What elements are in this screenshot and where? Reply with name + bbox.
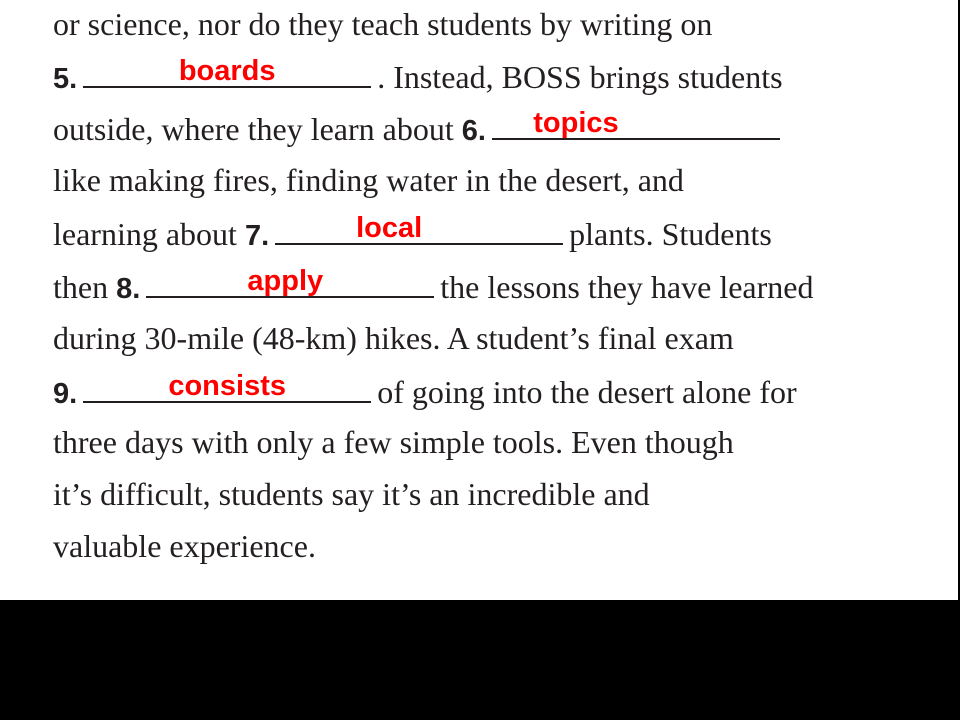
passage-line-11: valuable experience. — [53, 528, 316, 564]
question-8-number: 8. — [116, 273, 141, 305]
question-8-line — [53, 265, 814, 307]
question-8-text-before: then — [53, 269, 109, 305]
question-6-number: 6. — [461, 115, 486, 147]
question-6-line — [53, 107, 786, 149]
question-5-text-after: . Instead, BOSS brings students — [377, 59, 783, 95]
question-8-answer: apply — [247, 265, 324, 297]
question-9-answer: consists — [168, 370, 287, 402]
question-9-line — [53, 370, 797, 412]
passage-line-4: like making fires, finding water in the desert, and — [53, 162, 684, 198]
question-5-line — [53, 55, 783, 97]
question-9-text-after: of going into the desert alone for — [377, 374, 797, 410]
question-9-number: 9. — [53, 378, 78, 410]
question-7-number: 7. — [244, 220, 270, 252]
question-7-text-after: plants. Students — [569, 216, 772, 252]
passage-line-7: during 30-mile (48-km) hikes. A student’s final exam — [53, 320, 734, 356]
passage-line-9: three days with only a few simple tools. Even though — [53, 424, 734, 460]
question-7-answer: local — [356, 212, 423, 244]
question-6-answer: topics — [533, 107, 619, 139]
question-8-blank[interactable] — [146, 265, 434, 298]
question-8-text-after: the lessons they have learned — [440, 269, 814, 305]
question-7-line — [53, 212, 772, 254]
passage-line-10: it’s difficult, students say it’s an incredible and — [53, 476, 650, 512]
question-7-blank[interactable] — [275, 212, 563, 245]
question-6-text-before: outside, where they learn about — [53, 111, 454, 147]
question-5-answer: boards — [178, 55, 276, 87]
question-6-blank[interactable] — [492, 107, 780, 140]
question-7-text-before: learning about — [53, 216, 237, 252]
question-9-blank[interactable] — [83, 370, 371, 403]
passage-line-1: or science, nor do they teach students by writing on — [53, 6, 713, 42]
question-5-blank[interactable] — [83, 55, 371, 88]
question-5-number: 5. — [53, 63, 78, 95]
